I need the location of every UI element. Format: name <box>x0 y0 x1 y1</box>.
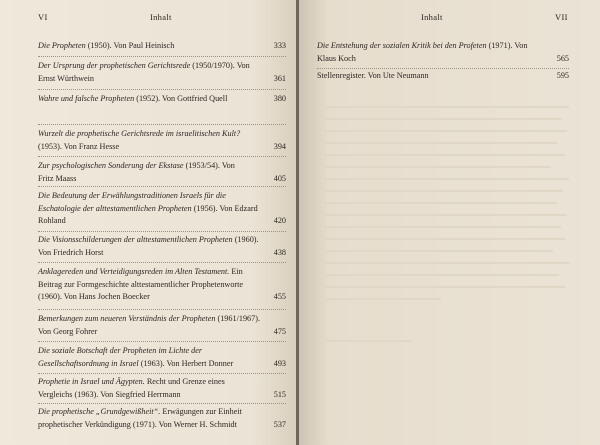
entry-title: Zur psychologischen Sonderung der Ekstase <box>38 161 184 170</box>
entry-page-number: 565 <box>556 53 569 63</box>
toc-entry <box>38 190 286 228</box>
entry-page-number: 515 <box>273 389 286 399</box>
entry-title: Der Ursprung der prophetischen Gerichtsrede <box>38 61 191 70</box>
entry-page-number: 438 <box>273 247 286 257</box>
toc-entry <box>38 376 286 401</box>
dotted-divider <box>38 156 286 157</box>
toc-entry <box>38 406 286 431</box>
entry-author: (1960). Von Friedrich Horst <box>38 235 259 257</box>
right-page-numeral: VII <box>555 12 568 22</box>
entry-author: (1963). Von Herbert Donner <box>138 358 234 368</box>
dotted-divider <box>38 309 286 310</box>
entry-title: Anklagereden und Verteidigungsreden im Alten Testament. <box>38 267 230 276</box>
entry-title: Wurzelt die prophetische Gerichtsrede im israelitischen Kult? <box>38 129 241 138</box>
entry-title: Die Entstehung der sozialen Kritik bei den Profeten <box>317 41 487 50</box>
dotted-divider <box>38 373 286 374</box>
toc-entry <box>38 93 286 106</box>
entry-page-number: 493 <box>273 358 286 368</box>
entry-title: Wahre und falsche Propheten <box>38 94 135 103</box>
entry-author: (1971). Von Klaus Koch <box>317 41 528 63</box>
dotted-divider <box>38 186 286 187</box>
toc-entry <box>38 160 286 185</box>
toc-entry <box>38 40 286 53</box>
entry-page-number: 380 <box>273 94 286 103</box>
dotted-divider <box>38 56 286 57</box>
right-page <box>299 0 600 445</box>
entry-title: Die Visionsschilderungen der alttestamentlichen Propheten <box>38 235 233 244</box>
show-through-texture <box>321 100 571 400</box>
entry-author: (1952). Von Gottfried Quell <box>134 94 228 103</box>
entry-author: (1953/54). Von Fritz Maass <box>38 161 235 183</box>
entry-author: (1961/1967). Von Georg Fohrer <box>38 314 261 336</box>
dotted-divider <box>38 231 286 232</box>
dotted-divider <box>38 89 286 90</box>
entry-author: Ein Beitrag zur Formgeschichte alttestamentlicher Prophetenworte (1960). Von Hans Jochen Boecker <box>38 267 244 302</box>
entry-author: Erwägungen zur Einheit prophetischer Verkündigung (1971). Von Werner H. Schmidt <box>38 407 242 429</box>
dotted-divider <box>38 124 286 125</box>
entry-page-number: 361 <box>273 73 286 83</box>
dotted-divider <box>38 403 286 404</box>
dotted-divider <box>317 68 569 69</box>
toc-entry <box>38 313 286 338</box>
toc-entry <box>317 70 569 83</box>
entry-page-number: 475 <box>273 326 286 336</box>
entry-title: Die soziale Botschaft der Propheten im Lichte der Gesellschaftsordnung in Israel <box>38 346 203 368</box>
entry-author: (1950). Von Paul Heinisch <box>85 41 175 50</box>
toc-entry <box>317 40 569 65</box>
entry-author: (1950/1970). Von Ernst Würthwein <box>38 61 250 83</box>
entry-page-number: 420 <box>273 216 286 226</box>
entry-page-number: 537 <box>273 419 286 429</box>
toc-entry <box>38 234 286 259</box>
dotted-divider <box>38 262 286 263</box>
entry-page-number: 405 <box>273 173 286 183</box>
entry-title: Bemerkungen zum neueren Verständnis der Propheten <box>38 314 216 323</box>
entry-title: Die Propheten <box>38 41 86 50</box>
toc-entry <box>38 266 286 304</box>
toc-entry <box>38 128 286 153</box>
dotted-divider <box>38 341 286 342</box>
left-page-numeral: VI <box>38 12 48 22</box>
right-running-title: Inhalt <box>421 12 443 22</box>
entry-title: Prophetie in Israel und Ägypten. <box>38 377 145 386</box>
entry-author: Stellenregister. Von Ute Neumann <box>317 71 429 80</box>
entry-page-number: 394 <box>273 141 286 151</box>
entry-title: Die prophetische „Grundgewißheit“. <box>38 407 161 416</box>
entry-author: (1956). Von Edzard Rohland <box>38 203 258 226</box>
toc-entry <box>38 60 286 85</box>
toc-entry <box>38 345 286 370</box>
entry-title: Die Bedeutung der Erwählungstraditionen Israels für die Eschatologie der alttestamentlichen Propheten <box>38 191 226 213</box>
entry-page-number: 455 <box>273 292 286 302</box>
entry-author: Recht und Grenze eines Vergleichs (1963). Von Siegfried Herrmann <box>38 377 225 399</box>
entry-author: (1953). Von Franz Hesse <box>38 141 120 151</box>
entry-page-number: 333 <box>273 41 286 50</box>
left-page <box>0 0 297 445</box>
entry-page-number: 595 <box>556 71 569 80</box>
left-running-title: Inhalt <box>150 12 172 22</box>
